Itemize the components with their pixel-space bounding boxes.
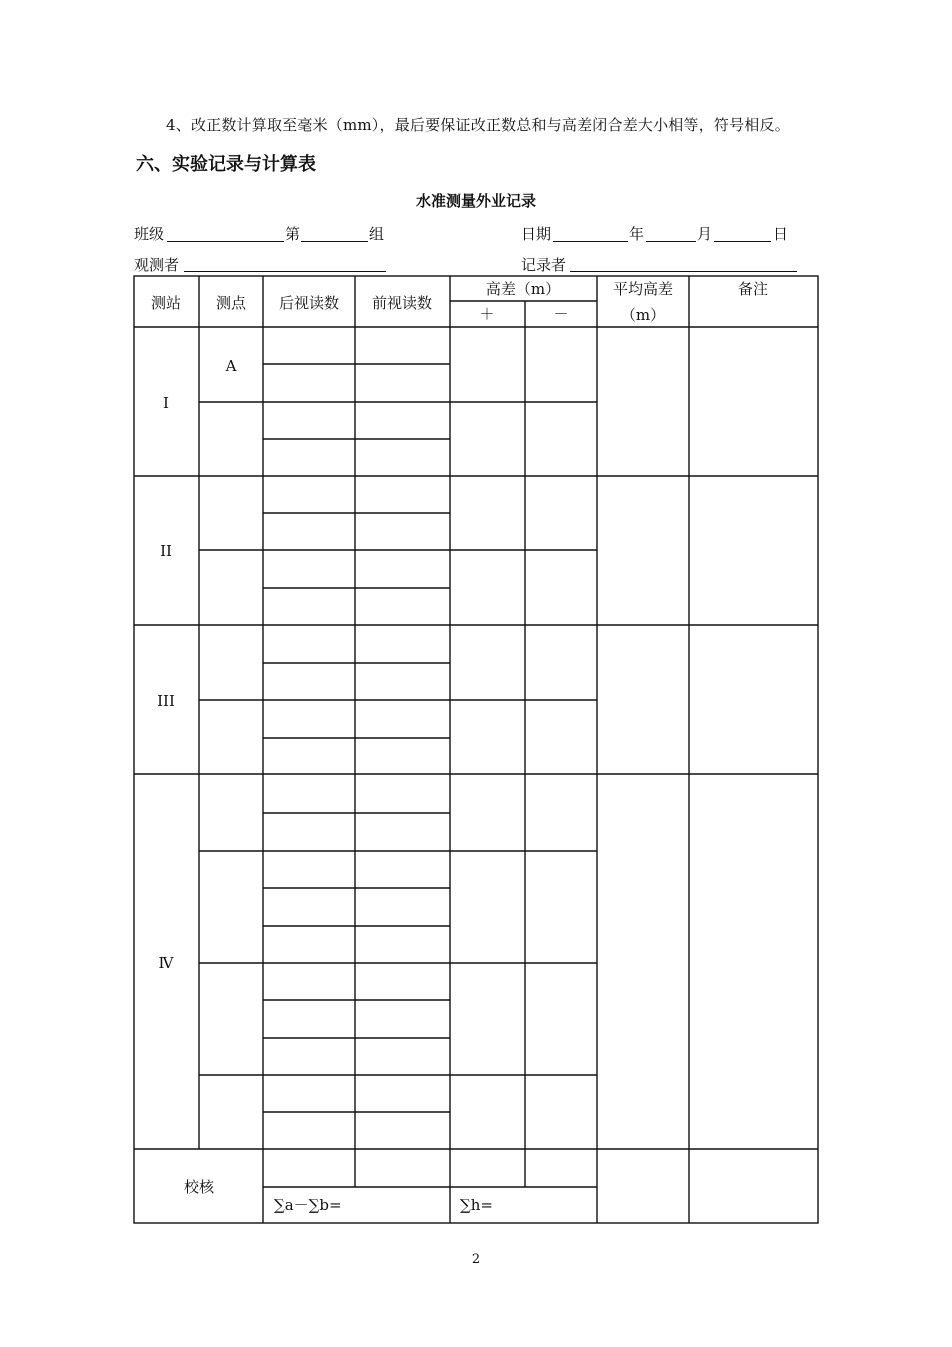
recorder-label: 记录者 [521, 256, 567, 274]
header-minus: － [553, 305, 569, 323]
observer-label: 观测者 [134, 256, 180, 274]
header-height-diff: 高差（m） [485, 280, 561, 298]
header-plus: ＋ [479, 305, 495, 323]
station-label: I [163, 394, 169, 412]
header-back-reading: 后视读数 [278, 294, 340, 312]
group-label: 组 [369, 225, 385, 243]
day-label: 日 [773, 225, 789, 243]
year-label: 年 [629, 225, 645, 243]
check-label: 校核 [183, 1178, 215, 1196]
table-grid-lines [134, 276, 818, 1223]
station-label: II [160, 542, 172, 560]
class-label: 班级 [134, 225, 165, 243]
station-label: Ⅳ [158, 954, 174, 972]
month-label: 月 [697, 225, 713, 243]
station-label: III [157, 692, 175, 710]
header-avg-diff-unit: （m） [620, 306, 666, 324]
date-label: 日期 [521, 225, 552, 243]
page-number: 2 [471, 1252, 481, 1267]
table-title: 水准测量外业记录 [415, 192, 536, 210]
header-remarks: 备注 [737, 280, 769, 298]
header-point: 测点 [215, 294, 247, 312]
sum-h-label: ∑h= [460, 1196, 493, 1214]
no-label: 第 [285, 225, 301, 243]
header-fore-reading: 前视读数 [371, 294, 433, 312]
point-label: A [225, 357, 237, 375]
header-avg-diff: 平均高差 [612, 280, 674, 298]
note-paragraph: 4、改正数计算取至毫米（mm），最后要保证改正数总和与高差闭合差大小相等，符号相反。 [166, 116, 790, 134]
header-station: 测站 [150, 294, 182, 312]
sum-ab-label: ∑a－∑b= [274, 1196, 342, 1214]
section-title: 六、实验记录与计算表 [136, 154, 316, 175]
